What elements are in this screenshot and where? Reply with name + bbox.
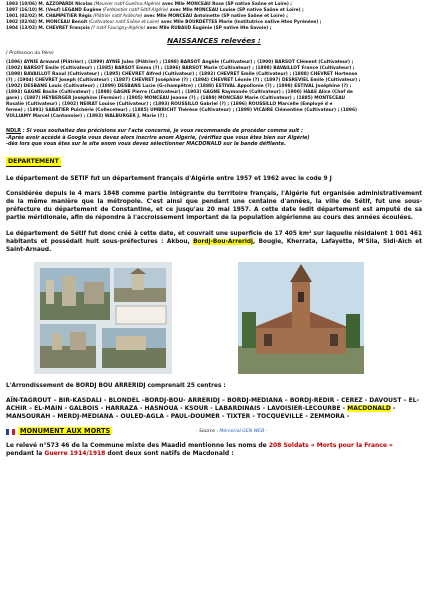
soldiers-count: 208 Soldats « Morts pour la France » [268, 442, 393, 450]
births-list [6, 60, 422, 121]
monument-row [6, 428, 422, 440]
marriage-groom: 1904 (13/02) M. CHEVRET François [6, 25, 90, 31]
marriage-bride: avec Mlle MONCEAU Antoinette (SP native Saône et Loire) ; [142, 13, 288, 19]
marriage-groom-detail: (Meunier natif Guelma-Algérie) [92, 2, 161, 7]
source-link[interactable]: Mémorial GEN WEB [219, 429, 265, 435]
ndlr-line2: -Après avoir accédé à Google vous devez alors inscrire anom Algérie, (vérifiez que vous êtes bien sur Algérie) [6, 134, 310, 141]
highlight-macdonald: MACDONALD [347, 404, 391, 412]
history-paragraph: Considérée depuis le 4 mars 1848 comme partie intégrante du territoire français, l'Algérie fut organisée administrativement de la même manière que la métropole. C'est ainsi que pendant une centaine d'années, la ville de Sétif, fut une sous-préfecture du département de Constantine, et ce jusqu'au 20 mai 1957. A cette date ledit département est amputé de sa partie méridionale, afin de répondre à l'accroissement important de la population algérienne au cours des années écoulées. [6, 191, 422, 222]
communes-text-2: - MANSOURAH – MERDJ-MEDIANA – OULED-AGLA - PAUL-DOUMER - TIXTER - TOCQUEVILLE - ZEMMORA - [6, 404, 396, 420]
marriage-bride: avec Mlle MONCEAU Louise (SP native Saône et Loire) ; [168, 7, 304, 13]
department-intro [6, 176, 422, 182]
ndlr-line1: : Si vous souhaitez des précisions sur l'acte concerné, je vous recommande de procéder comme suit : [21, 128, 303, 135]
department-intro-rest: fut un département français d'Algérie entre 1957 et 1962 avec le code 9 J [88, 176, 332, 183]
marriage-groom-detail: (Ferblantier natif Sétif-Algérie) [101, 7, 169, 13]
births-line: (?) ; (1904) CHEVRET Joseph (Cultivateur) ; (1887) CHEVRET Joséphine (?) ; (1894) CHEVRET Léonie (?) ; (1897) DESREVIEL Emile (Cultivateur) ; [6, 77, 361, 83]
births-line: ferme) ; (1891) SABATIER Pulchérie (Colleceteur) ; (1885) UMBRICHT Thérèse (Cultivateur) ; (1899) VICAIRE Clémentine (Cultivateur) ; (1896) [6, 108, 358, 114]
ndlr-note [6, 128, 422, 147]
french-flag-icon [6, 429, 15, 435]
highlight-bordj: Bordj-Bou-Arreridj [193, 239, 253, 246]
marriage-groom-detail: (Cultivateur natif Saône et Loire) [87, 19, 160, 25]
source-label: - Source : [196, 429, 220, 435]
marriage-groom-detail: (Plâtrier natif Ardèche) [91, 13, 143, 19]
subprefectures-paragraph [6, 230, 422, 254]
arrondissement-intro-bold: L'Arrondissement de BORDJ BOU ARRERIDJ [6, 383, 146, 390]
marriage-bride: avec Mlle RUBAUD Eugénie (SP native Hte Savoie) ; [145, 25, 272, 31]
subprefectures-text-start: Le département de Sétif fut donc créé à cette date, et couvrait une superficie de 17 405 km² sur laquelle résidaient 1 001 461 habitants et possédait huit sous-préfectures : Akbou, [6, 231, 422, 246]
monument-text-1: Le relevé n°573 46 de la Commune mixte des Maadid mentionne les noms de [6, 442, 269, 450]
subprefectures-text-end: , Bougie, Kherrata, Lafayette, M'Sila, Sidi-Aïch et Saint-Arnaud. [6, 239, 423, 254]
document-page [6, 2, 422, 458]
postcard-collage-image [34, 262, 172, 374]
births-line: VULLIAMY Marcel (Cantonnier) ; (1893) WALBURGER J. Marie (?) ; [6, 114, 168, 120]
births-line: gare) ; (1887) HEYBERGER Joséphine (Fermier) ; (1905) MONCEAU Jeanne (?) ; (1889) MONCEAU Marie (Cultivateur) ; (1885) MONTECEAU [6, 96, 346, 102]
source-end: - [264, 429, 268, 435]
arrondissement-intro-rest: comprenait 25 centres : [145, 383, 226, 390]
monument-heading: MONUMENT AUX MORTS [20, 427, 111, 436]
births-title: NAISSANCES relevées : [167, 35, 261, 45]
births-line: (1898) BAVAILLOT Raoul (Cultivateur) ; (1895) CHEVRET Alfred (Cultivateur) ; (1892) CHEVRET Emile (Cultivateur) ; (1888) CHEVRET Hortense [6, 71, 358, 77]
births-line: Rosalie (Cultivateur) ; (1902) NEIRAT Louise (Cultivateur) ; (1893) ROUSSILLO Gabriel (?) ; (1896) ROUSSILLO Marcelle (Employé d e [6, 102, 333, 108]
ndlr-label: NDLR [6, 128, 22, 135]
marriage-groom-detail: (? natif Faucigny-Algérie) [89, 25, 146, 31]
communes-list [6, 397, 422, 420]
births-line: (1902) BARSOT Emile (Cultivateur) ; (1885) BARSOT Emma (?) ; (1896) BARSOT Marie (Cultivateur) ; (1898) BAVAILLOT France (Cultivateur) ; [6, 65, 355, 71]
department-heading: DEPARTEMENT [8, 158, 59, 166]
marriage-row [6, 26, 422, 32]
arrondissement-intro [6, 383, 422, 389]
marriage-groom: 1897 (16/10) M. (Veuf) LEGAND Eugène [6, 7, 102, 13]
monument-paragraph [6, 442, 422, 458]
births-line: (1893) GAGNE Basile (Cultivateur) ; (1898) GAGNE Pierre (Cultivateur) ; (1903) GAGNE Raymonde (Cultivateur) ; (1900) HAAS Alice (Chef de [6, 90, 353, 95]
marriages-list [6, 2, 422, 32]
births-line: (1902) DESBANS Louis (Cultivateur) ; (1899) DESBANS Lucie (G-champêtre) ; (1888) ESTIVAL Appollonie (?) ; (1898) ESTIVAL Joséphine (?) ; [6, 83, 352, 89]
department-intro-bold: Le département de SETIF [6, 176, 89, 183]
marriage-bride: avec Mlle BOURDETTES Marie (Institutrice native Htes Pyrénées) ; [159, 19, 322, 25]
marriage-groom: 1902 (02/04) M. MONCEAU Benoît [6, 19, 88, 25]
marriage-groom: 1893 (10/06) M. AZZOPARDI Nicolas [6, 2, 93, 7]
photo-strip [6, 262, 422, 374]
ndlr-line3: -dès lors que vous êtes sur le site anom vous devez sélectionner MACDONALD sur la bande défilante. [6, 141, 286, 148]
source-note [196, 429, 267, 434]
monument-text-3: dont deux sont natifs de Macdonald : [105, 450, 234, 458]
marriage-groom: 1901 (02/02) M. CHAMPETIER Régis [6, 13, 92, 19]
profession-note: ( Profession du Père) [6, 50, 54, 56]
war-period: Guerre 1914/1918 [44, 450, 106, 458]
monument-text-2: pendant la [6, 450, 45, 458]
births-line: (1896) AYNIE Armand (Plâtrier) ; (1899) AYNIE Jules (Plâtrier) ; (1898) BARSOT Angèle (Cultivateur) ; (1900) BARSOT Clément (Cultivateur) ; [6, 59, 354, 65]
marriage-bride: avec Mlle MONCEAU Rose (SP native Saône et Loire) ; [160, 2, 293, 7]
communes-text-1: AÏN-TAGROUT – BIR-KASDALI - BLONDEL –BORDJ-BOU- ARRERIDJ – BORDJ-MEDIANA – BORDJ-REDIR - CEREZ - DAVOUST – EL-ACHIR – EL-MAIN - GALBOIS - HARRAZA - HASNOUA - KSOUR - LABARDINAIS - LAVOISIER-LECOURBE - [6, 397, 420, 412]
church-photo-image [238, 262, 364, 374]
